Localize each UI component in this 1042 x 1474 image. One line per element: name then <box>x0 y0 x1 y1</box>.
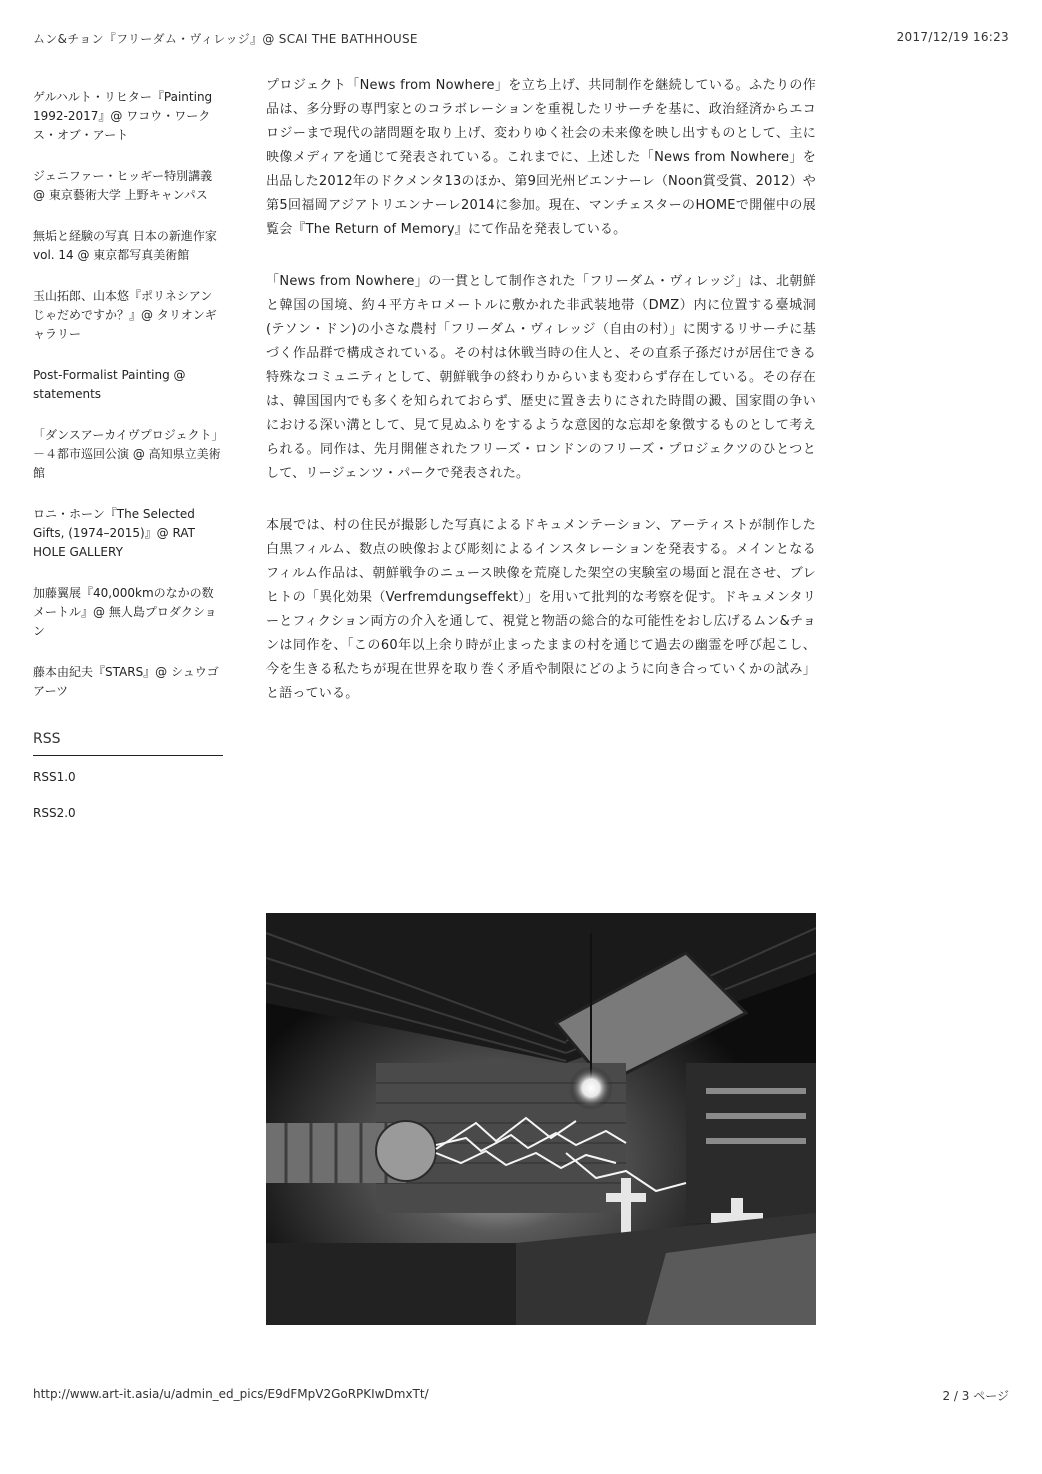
sidebar-link-dance-archive[interactable]: 「ダンスアーカイヴプロジェクト」－４都市巡回公演 @ 高知県立美術館 <box>33 428 221 480</box>
article-paragraph: プロジェクト「News from Nowhere」を立ち上げ、共同制作を継続している。ふたりの作品は、多分野の専門家とのコラボレーションを重視したリサーチを基に、政治経済からエコロジーまで現代の諸問題を取り上げ、変わりゆく社会の未来像を映し出すものとして、主に映像メディアを通じて発表されている。これまでに、上述した「News from Nowhere」を出品した2012年のドクメンタ13のほか、第9回光州ビエンナーレ（Noon賞受賞、2012）や第5回福岡アジアトリエンナーレ2014に参加。現在、マンチェスターのHOMEで開催中の展覧会『The Return of Memory』にて作品を発表している。 <box>266 78 816 237</box>
artwork-photo <box>266 913 816 1325</box>
sidebar-link-post-formalist[interactable]: Post-Formalist Painting @ statements <box>33 368 186 401</box>
sidebar-link-richter[interactable]: ゲルハルト・リヒター『Painting 1992-2017』@ ワコウ・ワークス・オブ・アート <box>33 90 213 142</box>
page-header-datetime: 2017/12/19 16:23 <box>896 30 1009 44</box>
sidebar-link-polynesian[interactable]: 玉山拓郎、山本悠『ポリネシアンじゃだめですか？』@ タリオンギャラリー <box>33 289 217 341</box>
rss-heading: RSS <box>33 731 223 756</box>
laboratory-installation-image <box>266 913 816 1325</box>
sidebar <box>33 88 223 820</box>
sidebar-link-higgie-lecture[interactable]: ジェニファー・ヒッギー特別講義 @ 東京藝術大学 上野キャンパス <box>33 169 213 202</box>
sidebar-link-fujimoto-stars[interactable]: 藤本由紀夫『STARS』@ シュウゴアーツ <box>33 665 219 698</box>
article-body <box>266 74 816 734</box>
sidebar-link-roni-horn[interactable]: ロニ・ホーン『The Selected Gifts, (1974–2015)』@ RAT HOLE GALLERY <box>33 507 195 559</box>
article-paragraph: 本展では、村の住民が撮影した写真によるドキュメンテーション、アーティストが制作した白黒フィルム、数点の映像および彫刻によるインスタレーションを発表する。メインとなるフィルム作品は、朝鮮戦争のニュース映像を荒廃した架空の実験室の場面と混在させ、ブレヒトの「異化効果（Verfremdungseffekt）」を用いて批判的な考察を促す。ドキュメンタリーとフィクション両方の介入を通して、視覚と物語の総合的な可能性をおし広げるムン&チョンは同作を、「この60年以上余り時が止まったままの村を通じて過去の幽霊を呼び起こし、今を生きる私たちが現在世界を取り巻く矛盾や制限にどのように向き合っていくかの試み」と語っている。 <box>266 518 816 701</box>
footer-page-number: 2 / 3 ページ <box>942 1389 1009 1403</box>
sidebar-link-photography-exhibition[interactable]: 無垢と経験の写真 日本の新進作家 vol. 14 @ 東京都写真美術館 <box>33 229 217 262</box>
article-paragraph: 「News from Nowhere」の一貫として制作された「フリーダム・ヴィレッジ」は、北朝鮮と韓国の国境、約４平方キロメートルに敷かれた非武装地帯（DMZ）内に位置する臺城洞(テソン・ドン)の小さな農村「フリーダム・ヴィレッジ（自由の村）」に関するリサーチに基づく作品群で構成されている。その村は休戦当時の住人と、その直系子孫だけが居住できる特殊なコミュニティとして、朝鮮戦争の終わりからいまも変わらず存在している。その存在は、韓国国内でも多くを知られておらず、歴史に置き去りにされた時間の澱、国家間の争いにおける深い溝として、見て見ぬふりをするような意図的な忘却を象徴するものとして考えられる。同作は、先月開催されたフリーズ・ロンドンのフリーズ・プロジェクツのひとつとして、リージェンツ・パークで発表された。 <box>266 274 816 481</box>
sidebar-link-kato-tsubasa[interactable]: 加藤翼展『40,000kmのなかの数メートル』@ 無人島プロダクション <box>33 586 217 638</box>
rss1-link[interactable]: RSS1.0 <box>33 770 76 784</box>
footer-url: http://www.art-it.asia/u/admin_ed_pics/E9dFMpV2GoRPKIwDmxTt/ <box>33 1387 429 1401</box>
rss2-link[interactable]: RSS2.0 <box>33 806 76 820</box>
page-header-title: ムン&チョン『フリーダム・ヴィレッジ』@ SCAI THE BATHHOUSE <box>33 32 418 46</box>
